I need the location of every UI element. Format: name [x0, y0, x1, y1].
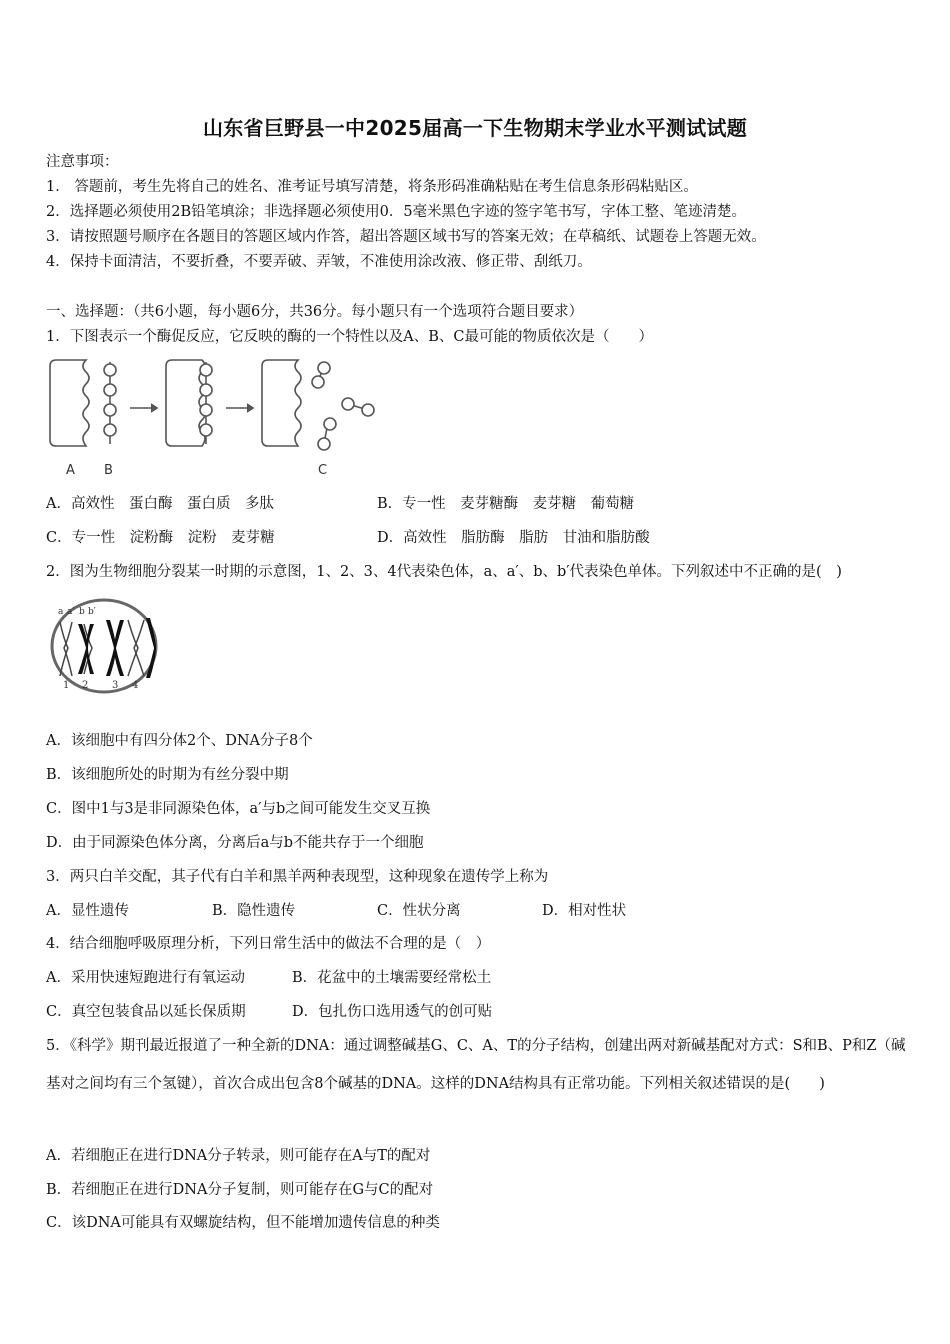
label-1: 1 [63, 680, 70, 691]
section-heading: 一、选择题：（共6小题，每小题6分，共36分。每小题只有一个选项符合题目要求） [46, 304, 584, 320]
question-1-stem: 1．下图表示一个酶促反应，它反映的酶的一个特性以及A、B、C最可能的物质依次是（ ） [46, 329, 653, 345]
figure-label-c: C [318, 463, 328, 478]
option-a[interactable]: A．高效性 蛋白酶 蛋白质 多肽 [46, 496, 274, 512]
question-3-option-b[interactable]: B．隐性遗传 [212, 903, 296, 919]
page-title: 山东省巨野县一中2025届高一下生物期末学业水平测试试题 [202, 116, 748, 140]
label-a-prime: a′ [67, 607, 75, 617]
question-3-option-a[interactable]: A．显性遗传 [46, 903, 129, 919]
label-3: 3 [112, 680, 119, 691]
question-2-option-a[interactable]: A．该细胞中有四分体2个、DNA分子8个 [46, 733, 313, 749]
cell-division-figure [48, 596, 164, 696]
question-2-option-b[interactable]: B．该细胞所处的时期为有丝分裂中期 [46, 767, 289, 783]
question-2-stem: 2．图为生物细胞分裂某一时期的示意图，1、2、3、4代表染色体，a、a′、b、b′代表染色单体。下列叙述中不正确的是( ) [46, 564, 842, 580]
notice-item-1: 1． 答题前，考生先将自己的姓名、准考证号填写清楚，将条形码准确粘贴在考生信息条形码粘贴区。 [46, 179, 698, 195]
notice-heading: 注意事项： [46, 154, 119, 170]
question-2-option-d[interactable]: D．由于同源染色体分离，分离后a与b不能共存于一个细胞 [46, 835, 424, 851]
notice-item-2: 2．选择题必须使用2B铅笔填涂；非选择题必须使用0．5毫米黑色字迹的签字笔书写，字体工整、笔迹清楚。 [46, 204, 747, 220]
label-4: 4 [132, 680, 139, 691]
question-5-stem: 5．《科学》期刊最近报道了一种全新的DNA：通过调整碱基G、C、A、T的分子结构，创建出两对新碱基配对方式：S和B、P和Z（碱基对之间均有三个氢键），首次合成出包含8个碱基的DNA。这样的DNA结构具有正常功能。下列相关叙述错误的是( ) [46, 1038, 906, 1092]
question-4-option-c[interactable]: C．真空包装食品以延长保质期 [46, 1004, 246, 1020]
question-5-option-b[interactable]: B．若细胞正在进行DNA分子复制，则可能存在G与C的配对 [46, 1182, 434, 1198]
question-3-option-d[interactable]: D．相对性状 [542, 903, 627, 919]
question-5-option-a[interactable]: A．若细胞正在进行DNA分子转录，则可能存在A与T的配对 [46, 1148, 431, 1164]
notice-item-4: 4．保持卡面清洁，不要折叠，不要弄破、弄皱，不准使用涂改液、修正带、刮纸刀。 [46, 254, 592, 270]
label-2: 2 [82, 680, 89, 691]
question-5-option-c[interactable]: C．该DNA可能具有双螺旋结构，但不能增加遗传信息的种类 [46, 1215, 440, 1231]
notice-item-3: 3．请按照题号顺序在各题目的答题区域内作答，超出答题区域书写的答案无效；在草稿纸、试题卷上答题无效。 [46, 229, 766, 245]
question-4-option-d[interactable]: D．包扎伤口选用透气的创可贴 [292, 1004, 493, 1020]
question-4-stem: 4．结合细胞呼吸原理分析，下列日常生活中的做法不合理的是（ ） [46, 936, 491, 952]
label-b: b [79, 607, 85, 617]
question-3-stem: 3．两只白羊交配，其子代有白羊和黑羊两种表现型，这种现象在遗传学上称为 [46, 869, 549, 885]
figure-label-a: A [66, 463, 75, 478]
label-b-prime: b′ [88, 607, 96, 617]
enzyme-reaction-figure [46, 352, 386, 482]
option-c[interactable]: C．专一性 淀粉酶 淀粉 麦芽糖 [46, 530, 275, 546]
question-4-option-b[interactable]: B．花盆中的土壤需要经常松土 [292, 970, 492, 986]
question-3-option-c[interactable]: C．性状分离 [377, 903, 461, 919]
question-2-option-c[interactable]: C．图中1与3是非同源染色体，a′与b之间可能发生交叉互换 [46, 801, 431, 817]
option-b[interactable]: B．专一性 麦芽糖酶 麦芽糖 葡萄糖 [377, 496, 635, 512]
question-4-option-a[interactable]: A．采用快速短跑进行有氧运动 [46, 970, 245, 986]
figure-label-b: B [104, 463, 113, 478]
label-a: a [58, 607, 64, 617]
option-d[interactable]: D．高效性 脂肪酶 脂肪 甘油和脂肪酸 [377, 530, 650, 546]
